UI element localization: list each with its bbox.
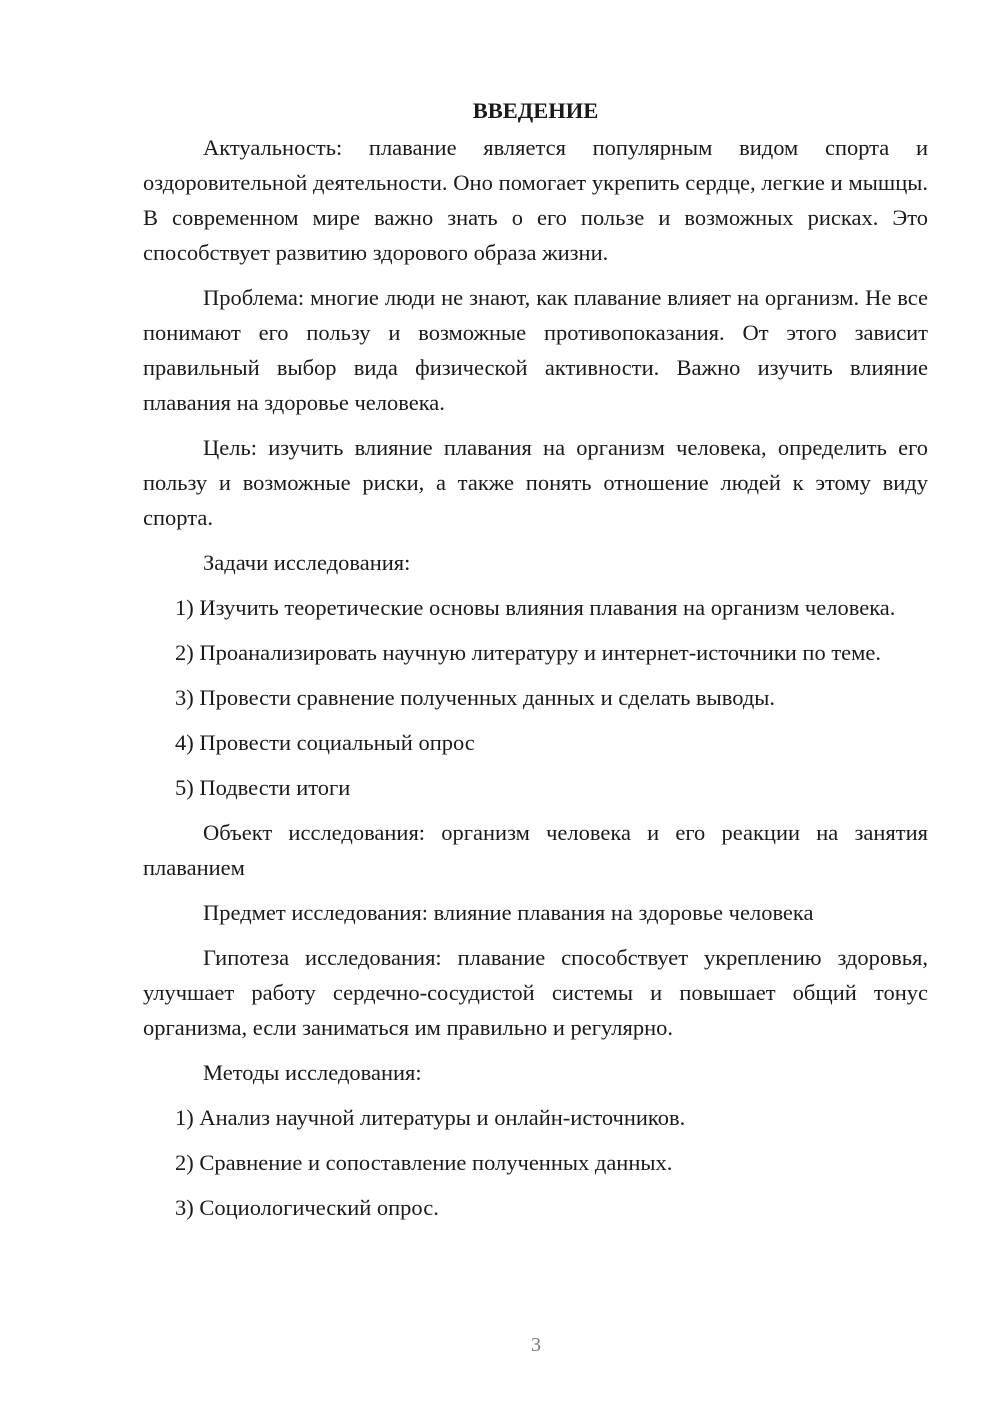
object-paragraph: Объект исследования: организм человека и его реакции на занятия плаванием <box>143 820 928 880</box>
method-item-3: 3) Социологический опрос. <box>175 1195 439 1220</box>
task-item-1: 1) Изучить теоретические основы влияния плавания на организм человека. <box>175 595 896 620</box>
goal-paragraph: Цель: изучить влияние плавания на организм человека, определить его пользу и возможные риски, а также понять отношение людей к этому виду спорта. <box>143 435 928 530</box>
task-item-5: 5) Подвести итоги <box>175 775 351 800</box>
method-item-2: 2) Сравнение и сопоставление полученных данных. <box>175 1150 673 1175</box>
task-item-3: 3) Провести сравнение полученных данных и сделать выводы. <box>175 685 776 710</box>
task-item-4: 4) Провести социальный опрос <box>175 730 475 755</box>
page-content <box>143 93 928 1235</box>
section-heading: ВВЕДЕНИЕ <box>472 98 599 123</box>
method-item-1: 1) Анализ научной литературы и онлайн-источников. <box>175 1105 686 1130</box>
problem-paragraph: Проблема: многие люди не знают, как плавание влияет на организм. Не все понимают его пользу и возможные противопоказания. От этого зависит правильный выбор вида физической активности. Важно изучить влияние плавания на здоровье человека. <box>143 285 928 415</box>
subject-paragraph: Предмет исследования: влияние плавания на здоровье человека <box>203 900 814 925</box>
page-number: 3 <box>531 1334 541 1356</box>
tasks-title: Задачи исследования: <box>203 550 411 575</box>
methods-title: Методы исследования: <box>203 1060 422 1085</box>
relevance-paragraph: Актуальность: плавание является популярным видом спорта и оздоровительной деятельности. Оно помогает укрепить сердце, легкие и мышцы. В современном мире важно знать о его пользе и возможных рисках. Это способствует развитию здорового образа жизни. <box>143 135 928 265</box>
task-item-2: 2) Проанализировать научную литературу и интернет-источники по теме. <box>175 640 881 665</box>
hypothesis-paragraph: Гипотеза исследования: плавание способствует укреплению здоровья, улучшает работу сердечно-сосудистой системы и повышает общий тонус организма, если заниматься им правильно и регулярно. <box>143 945 928 1040</box>
